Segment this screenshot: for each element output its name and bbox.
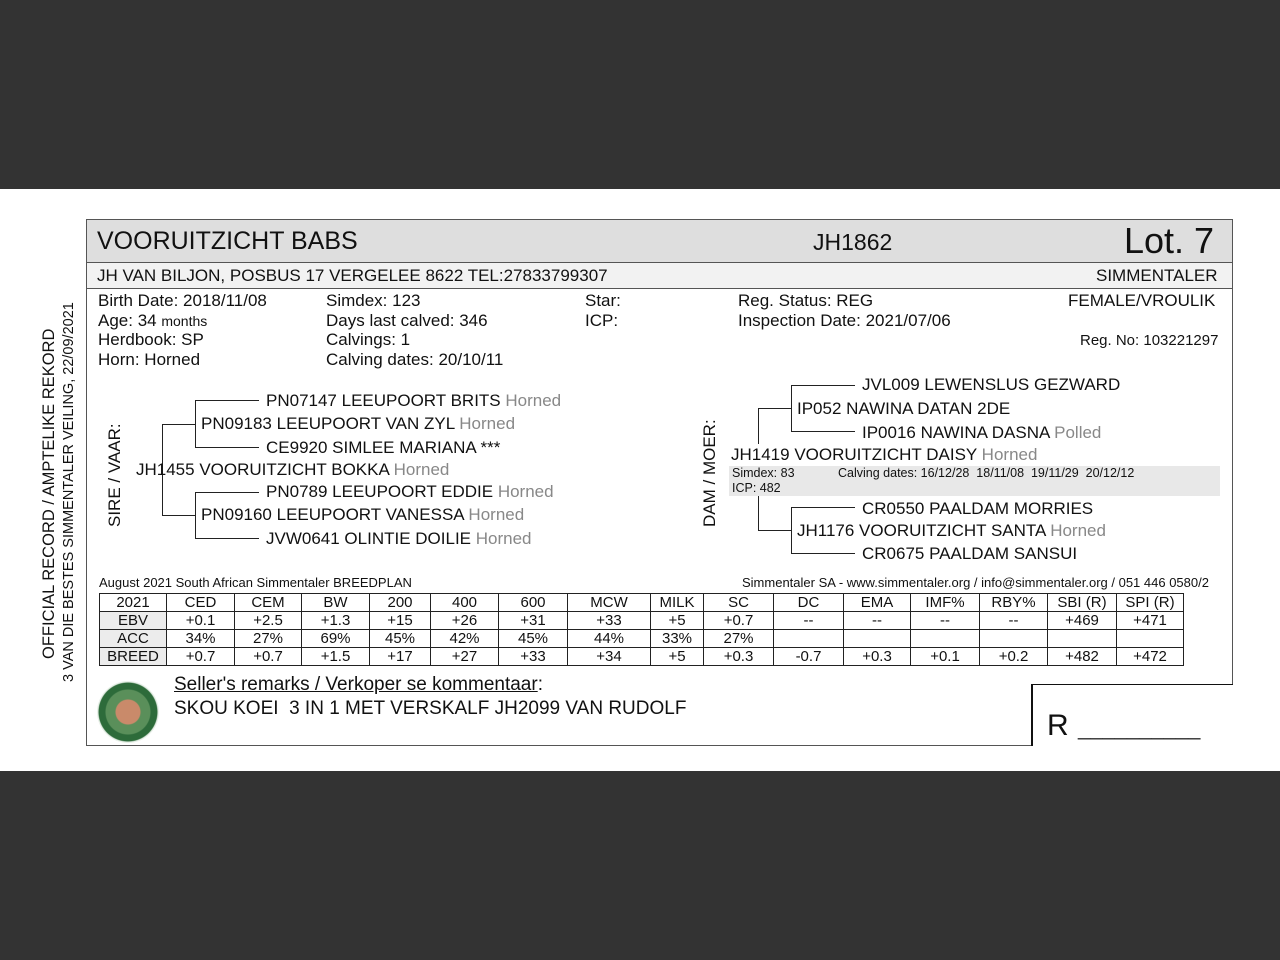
sire-of-dam	[797, 399, 1010, 419]
ped-line	[758, 408, 759, 444]
table-cell: 42%	[431, 630, 499, 648]
days-last-calved: Days last calved: 346	[326, 311, 488, 330]
table-cell: 45%	[370, 630, 431, 648]
record-sheet	[0, 189, 1280, 771]
simdex: Simdex: 123	[326, 291, 421, 310]
table-cell: -0.7	[774, 648, 844, 666]
sire-of-sire	[201, 414, 515, 434]
table-cell: +469	[1048, 612, 1117, 630]
ped-line	[758, 496, 759, 530]
table-cell: +1.5	[302, 648, 370, 666]
ped-line	[162, 424, 196, 425]
table-cell: EBV	[100, 612, 167, 630]
table-row	[100, 648, 1184, 666]
table-cell: +0.3	[704, 648, 774, 666]
dam-sire-sire	[862, 375, 1120, 395]
table-cell: +0.7	[167, 648, 235, 666]
table-cell: +15	[370, 612, 431, 630]
age-label: Age: 34	[98, 311, 157, 330]
contact-caption: Simmentaler SA - www.simmentaler.org / info@simmentaler.org / 051 446 0580/2	[742, 575, 1209, 590]
dam-sire-dam	[862, 423, 1101, 443]
column-header: SPI (R)	[1117, 594, 1184, 612]
side-label-official: OFFICIAL RECORD / AMPTELIKE REKORD	[40, 328, 58, 659]
table-cell: +1.3	[302, 612, 370, 630]
table-cell: +5	[651, 648, 704, 666]
table-cell: 69%	[302, 630, 370, 648]
pedigree-name: PN09160 LEEUPOORT VANESSA	[201, 505, 464, 524]
pedigree-name: PN09183 LEEUPOORT VAN ZYL	[201, 414, 455, 433]
ped-line	[758, 408, 792, 409]
table-cell	[1117, 630, 1184, 648]
table-cell: +472	[1117, 648, 1184, 666]
pedigree-horn: Horned	[393, 460, 450, 479]
pedigree-name: CR0550 PAALDAM MORRIES	[862, 499, 1094, 518]
column-header: EMA	[844, 594, 911, 612]
dam-label: DAM / MOER:	[700, 419, 719, 527]
table-cell	[844, 630, 911, 648]
table-cell: +0.2	[980, 648, 1048, 666]
dam-dam-sire	[862, 499, 1093, 519]
pedigree-name: JH1419 VOORUITZICHT DAISY	[731, 445, 977, 464]
table-cell: +34	[568, 648, 651, 666]
table-cell: 45%	[499, 630, 568, 648]
table-cell: +33	[499, 648, 568, 666]
dam-of-dam	[797, 521, 1106, 541]
column-header: DC	[774, 594, 844, 612]
pedigree-name: IP0016 NAWINA DASNA	[862, 423, 1050, 442]
society-logo	[97, 681, 159, 743]
table-cell: +17	[370, 648, 431, 666]
pedigree-horn: Horned	[981, 445, 1038, 464]
table-cell: 27%	[235, 630, 302, 648]
sire-dam-dam	[266, 529, 532, 549]
column-header: RBY%	[980, 594, 1048, 612]
ped-line	[195, 447, 259, 448]
lot-number: Lot. 7	[1124, 220, 1215, 261]
pedigree-name: JH1176 VOORUITZICHT SANTA	[797, 521, 1046, 540]
table-cell: +5	[651, 612, 704, 630]
pedigree-name: JVW0641 OLINTIE DOILIE	[266, 529, 472, 548]
ped-line	[758, 530, 792, 531]
price-currency: R	[1047, 709, 1069, 742]
table-header-row	[100, 594, 1184, 612]
birth-date: Birth Date: 2018/11/08	[98, 291, 267, 310]
remarks-colon: :	[537, 674, 543, 695]
column-header: 2021	[100, 594, 167, 612]
dam-of-sire	[201, 505, 524, 525]
ped-line	[791, 553, 855, 554]
calving-dates: Calving dates: 20/10/11	[326, 350, 504, 369]
table-cell: +482	[1048, 648, 1117, 666]
pedigree-name: IP052 NAWINA DATAN 2DE	[797, 399, 1011, 418]
table-cell: +0.3	[844, 648, 911, 666]
price-box-top	[1031, 684, 1233, 685]
icp: ICP:	[585, 311, 619, 330]
column-header: 400	[431, 594, 499, 612]
table-cell	[774, 630, 844, 648]
ped-line	[195, 538, 259, 539]
table-row	[100, 612, 1184, 630]
ped-line	[791, 431, 855, 432]
table-cell: 34%	[167, 630, 235, 648]
pedigree-horn: Horned	[497, 482, 554, 501]
table-cell: BREED	[100, 648, 167, 666]
reg-number: Reg. No: 103221297	[1080, 332, 1219, 349]
table-cell: +31	[499, 612, 568, 630]
column-header: MCW	[568, 594, 651, 612]
table-cell	[980, 630, 1048, 648]
table-cell: 27%	[704, 630, 774, 648]
remarks-heading-text: Seller's remarks / Verkoper se kommentaar	[174, 674, 538, 695]
sex: FEMALE/VROULIK	[1068, 291, 1216, 310]
price-box-left	[1031, 684, 1033, 746]
table-cell: ACC	[100, 630, 167, 648]
side-label-auction: 3 VAN DIE BESTES SIMMENTALER VEILING, 22/09/2021	[61, 302, 77, 682]
inspection-date: Inspection Date: 2021/07/06	[738, 311, 951, 330]
column-header: SC	[704, 594, 774, 612]
ped-line	[195, 492, 196, 515]
pedigree-name: CE9920 SIMLEE MARIANA ***	[266, 438, 501, 457]
sire-sire-dam	[266, 438, 500, 458]
pedigree-horn: Horned	[468, 505, 525, 524]
column-header: CED	[167, 594, 235, 612]
star: Star:	[585, 291, 621, 310]
table-cell: +26	[431, 612, 499, 630]
pedigree-horn: Horned	[1050, 521, 1106, 540]
pedigree-name: CR0675 PAALDAM SANSUI	[862, 544, 1078, 563]
horn-status: Horn: Horned	[98, 350, 201, 369]
table-cell: +0.7	[235, 648, 302, 666]
table-cell: +33	[568, 612, 651, 630]
table-cell	[1048, 630, 1117, 648]
ped-line	[195, 400, 196, 424]
dam-calving-dates: Calving dates: 16/12/28 18/11/08 19/11/29 20/12/12	[838, 466, 1135, 480]
ped-line	[791, 385, 792, 408]
table-cell	[911, 630, 980, 648]
animal-name: VOORUITZICHT BABS	[97, 227, 358, 255]
table-cell: 33%	[651, 630, 704, 648]
frame-left	[86, 289, 87, 746]
pedigree-name: PN07147 LEEUPOORT BRITS	[266, 391, 501, 410]
breedplan-caption: August 2021 South African Simmentaler BREEDPLAN	[99, 575, 412, 590]
pedigree-horn: Horned	[459, 414, 516, 433]
ped-line	[195, 515, 196, 538]
sire-dam-sire	[266, 482, 554, 502]
price-blank: __________	[1078, 715, 1201, 740]
dam-simdex: Simdex: 83	[732, 466, 795, 480]
column-header: MILK	[651, 594, 704, 612]
pedigree-name: JH1455 VOORUITZICHT BOKKA	[136, 460, 389, 479]
frame-bottom	[86, 745, 1031, 746]
column-header: CEM	[235, 594, 302, 612]
ped-line	[791, 507, 792, 530]
pedigree-horn: Polled	[1054, 423, 1102, 442]
ped-line	[195, 492, 259, 493]
herdbook: Herdbook: SP	[98, 330, 204, 349]
ped-line	[195, 400, 259, 401]
ped-line	[791, 530, 792, 553]
column-header: BW	[302, 594, 370, 612]
table-cell: --	[774, 612, 844, 630]
table-cell: --	[980, 612, 1048, 630]
table-cell: 44%	[568, 630, 651, 648]
pedigree-name: JVL009 LEWENSLUS GEZWARD	[862, 375, 1121, 394]
table-cell: --	[844, 612, 911, 630]
ped-line	[162, 515, 196, 516]
age-unit: months	[161, 313, 208, 329]
frame-right	[1232, 289, 1233, 685]
column-header: 600	[499, 594, 568, 612]
table-cell: +27	[431, 648, 499, 666]
breed-label: SIMMENTALER	[1096, 266, 1218, 285]
remarks-text: SKOU KOEI 3 IN 1 MET VERSKALF JH2099 VAN RUDOLF	[174, 698, 687, 719]
owner-details: JH VAN BILJON, POSBUS 17 VERGELEE 8622 TEL:27833799307	[97, 266, 608, 285]
dam-dam-dam	[862, 544, 1077, 564]
table-cell: +2.5	[235, 612, 302, 630]
table-cell: +0.7	[704, 612, 774, 630]
pedigree-horn: Horned	[475, 529, 532, 548]
pedigree-name: PN0789 LEEUPOORT EDDIE	[266, 482, 494, 501]
table-cell: +0.1	[167, 612, 235, 630]
animal-id: JH1862	[813, 229, 893, 255]
dam-name	[731, 445, 1037, 465]
column-header: IMF%	[911, 594, 980, 612]
remarks-heading	[174, 674, 543, 696]
column-header: SBI (R)	[1048, 594, 1117, 612]
sire-name	[136, 460, 449, 480]
table-cell: --	[911, 612, 980, 630]
sire-label: SIRE / VAAR:	[105, 423, 124, 527]
table-row	[100, 630, 1184, 648]
sire-sire-sire	[266, 391, 561, 411]
ebv-table	[99, 593, 1184, 666]
column-header: 200	[370, 594, 431, 612]
pedigree-horn: Horned	[505, 391, 562, 410]
calvings: Calvings: 1	[326, 330, 411, 349]
reg-status: Reg. Status: REG	[738, 291, 874, 310]
ped-line	[791, 408, 792, 431]
ped-line	[791, 507, 855, 508]
ped-line	[791, 385, 855, 386]
age	[98, 311, 207, 331]
ped-line	[195, 424, 196, 447]
table-cell: +471	[1117, 612, 1184, 630]
dam-icp: ICP: 482	[732, 481, 781, 495]
table-cell: +0.1	[911, 648, 980, 666]
